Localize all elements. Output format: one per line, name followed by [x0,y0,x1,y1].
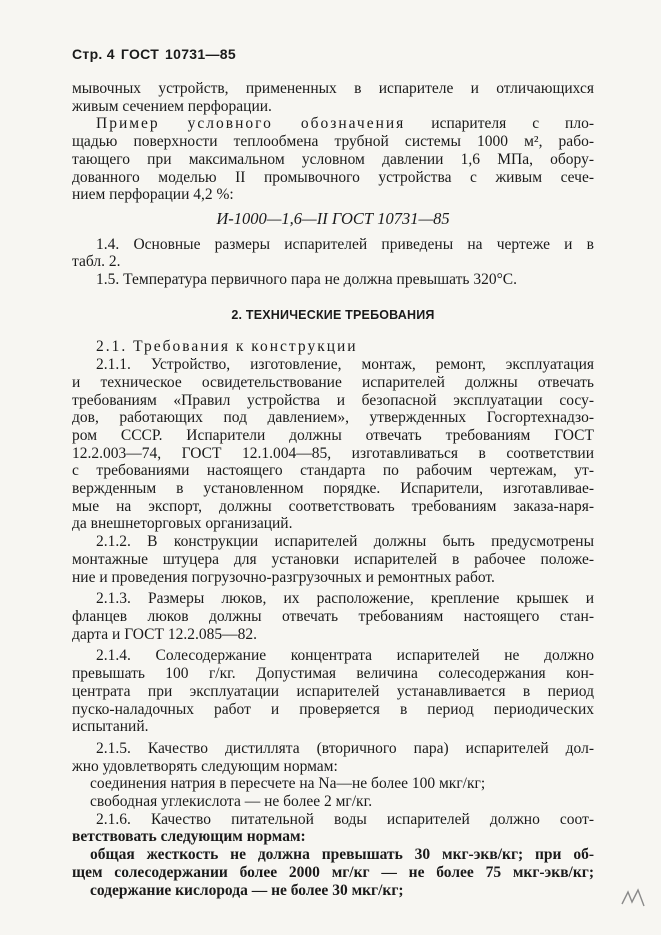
clause-1-4: 1.4. Основные размеры испарителей приведены на чертеже и в [96,235,594,253]
text-line: мывочных устройств, примененных в испарителе и отличающихся [72,80,594,97]
clause-1-5: 1.5. Температура первичного пара не должна превышать 320°С. [96,271,517,289]
text-line: с требованиями настоящего стандарта по рабочим чертежам, ут- [72,462,594,480]
text-line: и техническое освидетельствование испарителей должны отвечать [72,373,594,391]
text-line: дов, работающих под давлением», утвержденных Госгортехнадзо- [72,409,594,427]
text-line: центрата при эксплуатации испарителей устанавливается в период [72,682,594,700]
text-line: щем солесодержании более 2000 мг/кг — не более 75 мкг-экв/кг; [72,863,594,881]
text-line: ние и проведения погрузочно-разгрузочных и ремонтных работ. [72,568,495,586]
text-line: живым сечением перфорации. [72,97,272,115]
norm-item: общая жесткость не должна превышать 30 мкг-экв/кг; при об- [90,846,594,864]
scan-mark [618,884,648,919]
designation-formula: И-1000—1,6—II ГОСТ 10731—85 [216,208,450,228]
clause-2-1-4: 2.1.4. Солесодержание концентрата испарителей не должно [96,647,594,665]
text-line: превышать 100 г/кг. Допустимая величина солесодержания кон- [72,665,594,683]
subsection-title: 2.1. Требования к конструкции [96,338,358,356]
norm-item: свободная углекислота — не более 2 мг/кг. [90,793,373,811]
example-spaced-label: Пример условного обозначения [96,115,406,133]
clause-2-1-2: 2.1.2. В конструкции испарителей должны быть предусмотрены [96,533,594,551]
section-heading: 2. ТЕХНИЧЕСКИЕ ТРЕБОВАНИЯ [231,307,435,322]
example-text: испарителя с пло- [405,115,594,133]
text-line: да внешнеторговых организаций. [72,515,293,533]
text-line: монтажные штуцера для установки испарителей в рабочее положе- [72,550,594,568]
text-line: вержденным в установленном порядке. Испарители, изготавливае- [72,480,594,498]
norm-item: соединения натрия в пересчете на Na—не более 100 мкг/кг; [90,775,486,793]
document-body [72,80,594,899]
scan-mark-graphic [618,884,648,914]
gost-label: ГОСТ [120,46,160,62]
text-line: 12.2.003—74, ГОСТ 12.1.004—85, изготавливаться в соответствии [72,444,594,462]
text-line: требованиям «Правил устройства и безопасной эксплуатации сосу- [72,391,594,409]
example-line [72,115,594,133]
text-line: табл. 2. [72,253,121,271]
text-line: дованного моделью II промывочного устройства с живым сече- [72,168,594,186]
text-line: тающего при максимальном условном давлении 1,6 МПа, обору- [72,150,594,168]
clause-2-1-5: 2.1.5. Качество дистиллята (вторичного пара) испарителей дол- [96,739,594,757]
clause-2-1-6: 2.1.6. Качество питательной воды испарителей должно соот- [96,810,594,828]
clause-2-1-1: 2.1.1. Устройство, изготовление, монтаж, ремонт, эксплуатация [96,356,594,374]
text-line: пуско-наладочных работ и проверяется в период периодических [72,700,594,718]
clause-2-1-3: 2.1.3. Размеры люков, их расположение, крепление крышек и [96,590,594,608]
gost-number: 10731—85 [165,46,236,62]
text-line: нием перфорации 4,2 %: [72,186,234,204]
running-header [72,46,242,62]
text-line: ветствовать следующим нормам: [72,828,306,846]
text-line: фланцев люков должны отвечать требованиям настоящего стан- [72,607,594,625]
text-line: ром СССР. Испарители должны отвечать требованиям ГОСТ [72,426,594,444]
text-line: щадью поверхности теплообмена трубной системы 1000 м², рабо- [72,133,594,151]
text-line: испытаний. [72,718,149,736]
text-line: мые на экспорт, должны соответствовать требованиям заказа-наря- [72,497,594,515]
text-line: жно удовлетворять следующим нормам: [72,757,338,775]
text-line: дарта и ГОСТ 12.2.085—82. [72,625,257,643]
norm-item: содержание кислорода — не более 30 мкг/кг; [90,881,404,899]
page-number: Стр. 4 [72,46,115,62]
